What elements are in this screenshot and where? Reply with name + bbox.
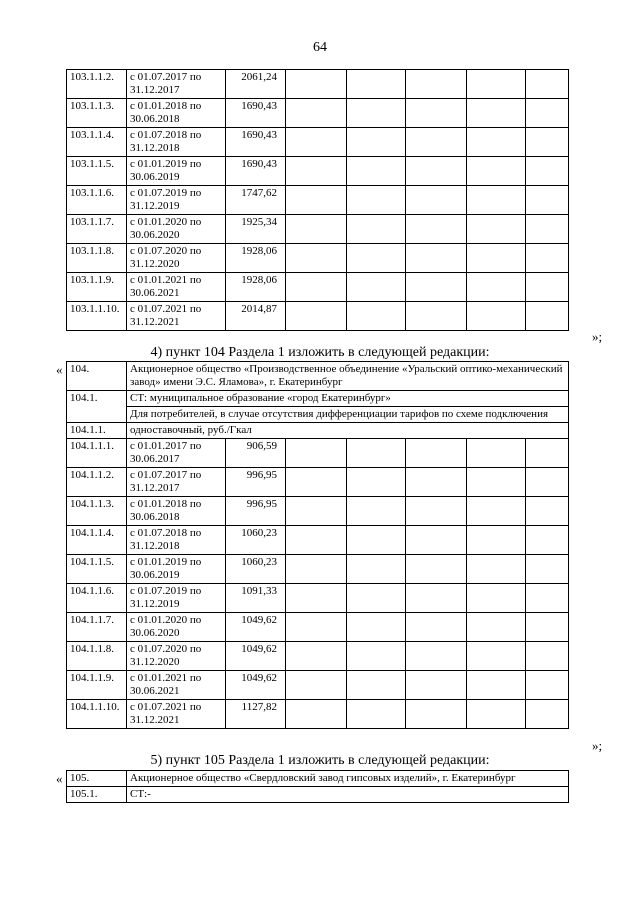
empty-cell — [347, 555, 406, 584]
code-cell: 104.1.1.7. — [67, 613, 127, 642]
code-cell: 104.1.1.6. — [67, 584, 127, 613]
empty-cell — [526, 671, 569, 700]
period-cell: с 01.01.2019 по 30.06.2019 — [127, 157, 226, 186]
empty-cell — [467, 671, 526, 700]
value-cell: 1060,23 — [226, 555, 286, 584]
empty-cell — [286, 244, 347, 273]
tariff-row — [67, 128, 569, 157]
empty-cell — [286, 99, 347, 128]
value-cell: 1127,82 — [226, 700, 286, 729]
code-cell: 103.1.1.10. — [67, 302, 127, 331]
empty-cell — [467, 526, 526, 555]
empty-cell — [467, 215, 526, 244]
code-cell: 104.1.1.5. — [67, 555, 127, 584]
empty-cell — [526, 70, 569, 99]
empty-cell — [347, 526, 406, 555]
empty-cell — [286, 497, 347, 526]
code-cell: 104. — [67, 362, 127, 391]
period-cell: с 01.01.2019 по 30.06.2019 — [127, 555, 226, 584]
page-number: 64 — [313, 40, 327, 55]
value-cell: 2061,24 — [226, 70, 286, 99]
period-cell: с 01.07.2021 по 31.12.2021 — [127, 700, 226, 729]
value-cell: 1925,34 — [226, 215, 286, 244]
end-quote-mark: »; — [592, 329, 603, 344]
tariff-row — [67, 468, 569, 497]
open-quote-mark: « — [56, 771, 63, 786]
value-cell: 1049,62 — [226, 671, 286, 700]
empty-cell — [347, 468, 406, 497]
empty-cell — [467, 613, 526, 642]
empty-cell — [526, 439, 569, 468]
empty-cell — [286, 215, 347, 244]
empty-cell — [467, 157, 526, 186]
tariff-row — [67, 244, 569, 273]
empty-cell — [526, 128, 569, 157]
period-cell: с 01.07.2020 по 31.12.2020 — [127, 642, 226, 671]
period-cell: с 01.07.2021 по 31.12.2021 — [127, 302, 226, 331]
code-cell: 103.1.1.3. — [67, 99, 127, 128]
heading-item-4: 4) пункт 104 Раздела 1 изложить в следующей редакции: — [150, 345, 490, 360]
period-cell: с 01.01.2017 по 30.06.2017 — [127, 439, 226, 468]
st-cell: СТ:- — [127, 787, 569, 803]
period-cell: с 01.07.2020 по 31.12.2020 — [127, 244, 226, 273]
tariff-row — [67, 157, 569, 186]
empty-cell — [526, 99, 569, 128]
code-cell: 105.1. — [67, 787, 127, 803]
tariff-row — [67, 584, 569, 613]
empty-cell — [406, 186, 467, 215]
empty-cell — [467, 700, 526, 729]
empty-cell — [286, 526, 347, 555]
value-cell: 1928,06 — [226, 273, 286, 302]
period-cell: с 01.07.2018 по 31.12.2018 — [127, 526, 226, 555]
empty-cell — [467, 497, 526, 526]
empty-cell — [406, 215, 467, 244]
empty-cell — [347, 439, 406, 468]
tariff-row — [67, 671, 569, 700]
code-cell: 103.1.1.2. — [67, 70, 127, 99]
period-cell: с 01.07.2018 по 31.12.2018 — [127, 128, 226, 157]
code-cell: 104.1. — [67, 391, 127, 423]
code-cell: 105. — [67, 771, 127, 787]
value-cell: 996,95 — [226, 468, 286, 497]
empty-cell — [347, 642, 406, 671]
empty-cell — [347, 99, 406, 128]
code-cell: 104.1.1.3. — [67, 497, 127, 526]
open-quote-mark: « — [56, 362, 63, 377]
st-row — [67, 787, 569, 803]
consumers-row — [67, 407, 569, 423]
value-cell: 1747,62 — [226, 186, 286, 215]
empty-cell — [406, 99, 467, 128]
tariff-row — [67, 613, 569, 642]
empty-cell — [347, 700, 406, 729]
empty-cell — [286, 439, 347, 468]
consumers-cell: Для потребителей, в случае отсутствия дифференциации тарифов по схеме подключения — [127, 407, 569, 423]
tariff-row — [67, 497, 569, 526]
code-cell: 103.1.1.7. — [67, 215, 127, 244]
empty-cell — [406, 700, 467, 729]
org-row — [67, 362, 569, 391]
empty-cell — [467, 555, 526, 584]
end-quote-mark: »; — [592, 738, 603, 753]
code-cell: 104.1.1.1. — [67, 439, 127, 468]
empty-cell — [526, 497, 569, 526]
empty-cell — [406, 157, 467, 186]
tariff-row — [67, 526, 569, 555]
value-cell: 1049,62 — [226, 642, 286, 671]
empty-cell — [467, 302, 526, 331]
period-cell: с 01.01.2018 по 30.06.2018 — [127, 497, 226, 526]
code-cell: 104.1.1.10. — [67, 700, 127, 729]
empty-cell — [526, 613, 569, 642]
empty-cell — [406, 613, 467, 642]
tariff-row — [67, 302, 569, 331]
tariff-row — [67, 439, 569, 468]
code-cell: 103.1.1.9. — [67, 273, 127, 302]
empty-cell — [406, 70, 467, 99]
tariff-row — [67, 99, 569, 128]
period-cell: с 01.01.2020 по 30.06.2020 — [127, 613, 226, 642]
empty-cell — [526, 584, 569, 613]
empty-cell — [467, 186, 526, 215]
code-cell: 104.1.1.2. — [67, 468, 127, 497]
tariff-table-103 — [66, 69, 569, 331]
empty-cell — [347, 186, 406, 215]
empty-cell — [526, 555, 569, 584]
value-cell: 1690,43 — [226, 128, 286, 157]
period-cell: с 01.01.2021 по 30.06.2021 — [127, 671, 226, 700]
empty-cell — [406, 439, 467, 468]
empty-cell — [406, 468, 467, 497]
empty-cell — [526, 642, 569, 671]
value-cell: 996,95 — [226, 497, 286, 526]
tariff-row — [67, 555, 569, 584]
empty-cell — [406, 244, 467, 273]
empty-cell — [286, 186, 347, 215]
empty-cell — [406, 555, 467, 584]
tariff-row — [67, 186, 569, 215]
empty-cell — [526, 273, 569, 302]
empty-cell — [286, 671, 347, 700]
value-cell: 1690,43 — [226, 157, 286, 186]
empty-cell — [467, 642, 526, 671]
heading-item-5: 5) пункт 105 Раздела 1 изложить в следующей редакции: — [150, 753, 490, 768]
tariff-table-105 — [66, 770, 569, 803]
period-cell: с 01.01.2020 по 30.06.2020 — [127, 215, 226, 244]
empty-cell — [286, 302, 347, 331]
code-cell: 104.1.1.8. — [67, 642, 127, 671]
code-cell: 104.1.1.9. — [67, 671, 127, 700]
empty-cell — [406, 273, 467, 302]
tariff-row — [67, 273, 569, 302]
period-cell: с 01.01.2021 по 30.06.2021 — [127, 273, 226, 302]
empty-cell — [526, 215, 569, 244]
empty-cell — [286, 468, 347, 497]
rate-row — [67, 423, 569, 439]
code-cell: 103.1.1.8. — [67, 244, 127, 273]
empty-cell — [467, 468, 526, 497]
st-row — [67, 391, 569, 407]
tariff-row — [67, 70, 569, 99]
value-cell: 1091,33 — [226, 584, 286, 613]
empty-cell — [467, 99, 526, 128]
empty-cell — [347, 671, 406, 700]
value-cell: 1049,62 — [226, 613, 286, 642]
empty-cell — [286, 70, 347, 99]
empty-cell — [347, 157, 406, 186]
empty-cell — [286, 700, 347, 729]
empty-cell — [347, 215, 406, 244]
period-cell: с 01.07.2017 по 31.12.2017 — [127, 70, 226, 99]
value-cell: 1690,43 — [226, 99, 286, 128]
empty-cell — [406, 128, 467, 157]
value-cell: 1928,06 — [226, 244, 286, 273]
tariff-row — [67, 700, 569, 729]
empty-cell — [467, 70, 526, 99]
code-cell: 103.1.1.5. — [67, 157, 127, 186]
empty-cell — [347, 273, 406, 302]
empty-cell — [286, 273, 347, 302]
empty-cell — [286, 157, 347, 186]
period-cell: с 01.07.2017 по 31.12.2017 — [127, 468, 226, 497]
empty-cell — [286, 642, 347, 671]
period-cell: с 01.07.2019 по 31.12.2019 — [127, 584, 226, 613]
empty-cell — [467, 128, 526, 157]
empty-cell — [286, 613, 347, 642]
empty-cell — [347, 302, 406, 331]
org-row — [67, 771, 569, 787]
value-cell: 1060,23 — [226, 526, 286, 555]
empty-cell — [467, 244, 526, 273]
value-cell: 906,59 — [226, 439, 286, 468]
period-cell: с 01.01.2018 по 30.06.2018 — [127, 99, 226, 128]
empty-cell — [526, 468, 569, 497]
empty-cell — [347, 584, 406, 613]
value-cell: 2014,87 — [226, 302, 286, 331]
tariff-row — [67, 215, 569, 244]
empty-cell — [526, 302, 569, 331]
empty-cell — [347, 244, 406, 273]
org-name-cell: Акционерное общество «Производственное объединение «Уральский оптико-механический завод» имени Э.С. Яламова», г. Екатеринбург — [127, 362, 569, 391]
tariff-table-104 — [66, 361, 569, 729]
empty-cell — [406, 642, 467, 671]
empty-cell — [406, 584, 467, 613]
empty-cell — [347, 613, 406, 642]
rate-cell: одноставочный, руб./Гкал — [127, 423, 569, 439]
st-cell: СТ: муниципальное образование «город Екатеринбург» — [127, 391, 569, 407]
code-cell: 104.1.1. — [67, 423, 127, 439]
empty-cell — [286, 555, 347, 584]
empty-cell — [286, 128, 347, 157]
empty-cell — [406, 671, 467, 700]
code-cell: 103.1.1.6. — [67, 186, 127, 215]
empty-cell — [526, 186, 569, 215]
empty-cell — [406, 497, 467, 526]
empty-cell — [526, 157, 569, 186]
empty-cell — [347, 70, 406, 99]
org-name-cell: Акционерное общество «Свердловский завод гипсовых изделий», г. Екатеринбург — [127, 771, 569, 787]
empty-cell — [467, 273, 526, 302]
empty-cell — [286, 584, 347, 613]
empty-cell — [526, 244, 569, 273]
empty-cell — [467, 439, 526, 468]
period-cell: с 01.07.2019 по 31.12.2019 — [127, 186, 226, 215]
empty-cell — [347, 497, 406, 526]
empty-cell — [526, 700, 569, 729]
code-cell: 104.1.1.4. — [67, 526, 127, 555]
tariff-row — [67, 642, 569, 671]
empty-cell — [406, 302, 467, 331]
empty-cell — [347, 128, 406, 157]
empty-cell — [406, 526, 467, 555]
empty-cell — [526, 526, 569, 555]
empty-cell — [467, 584, 526, 613]
code-cell: 103.1.1.4. — [67, 128, 127, 157]
